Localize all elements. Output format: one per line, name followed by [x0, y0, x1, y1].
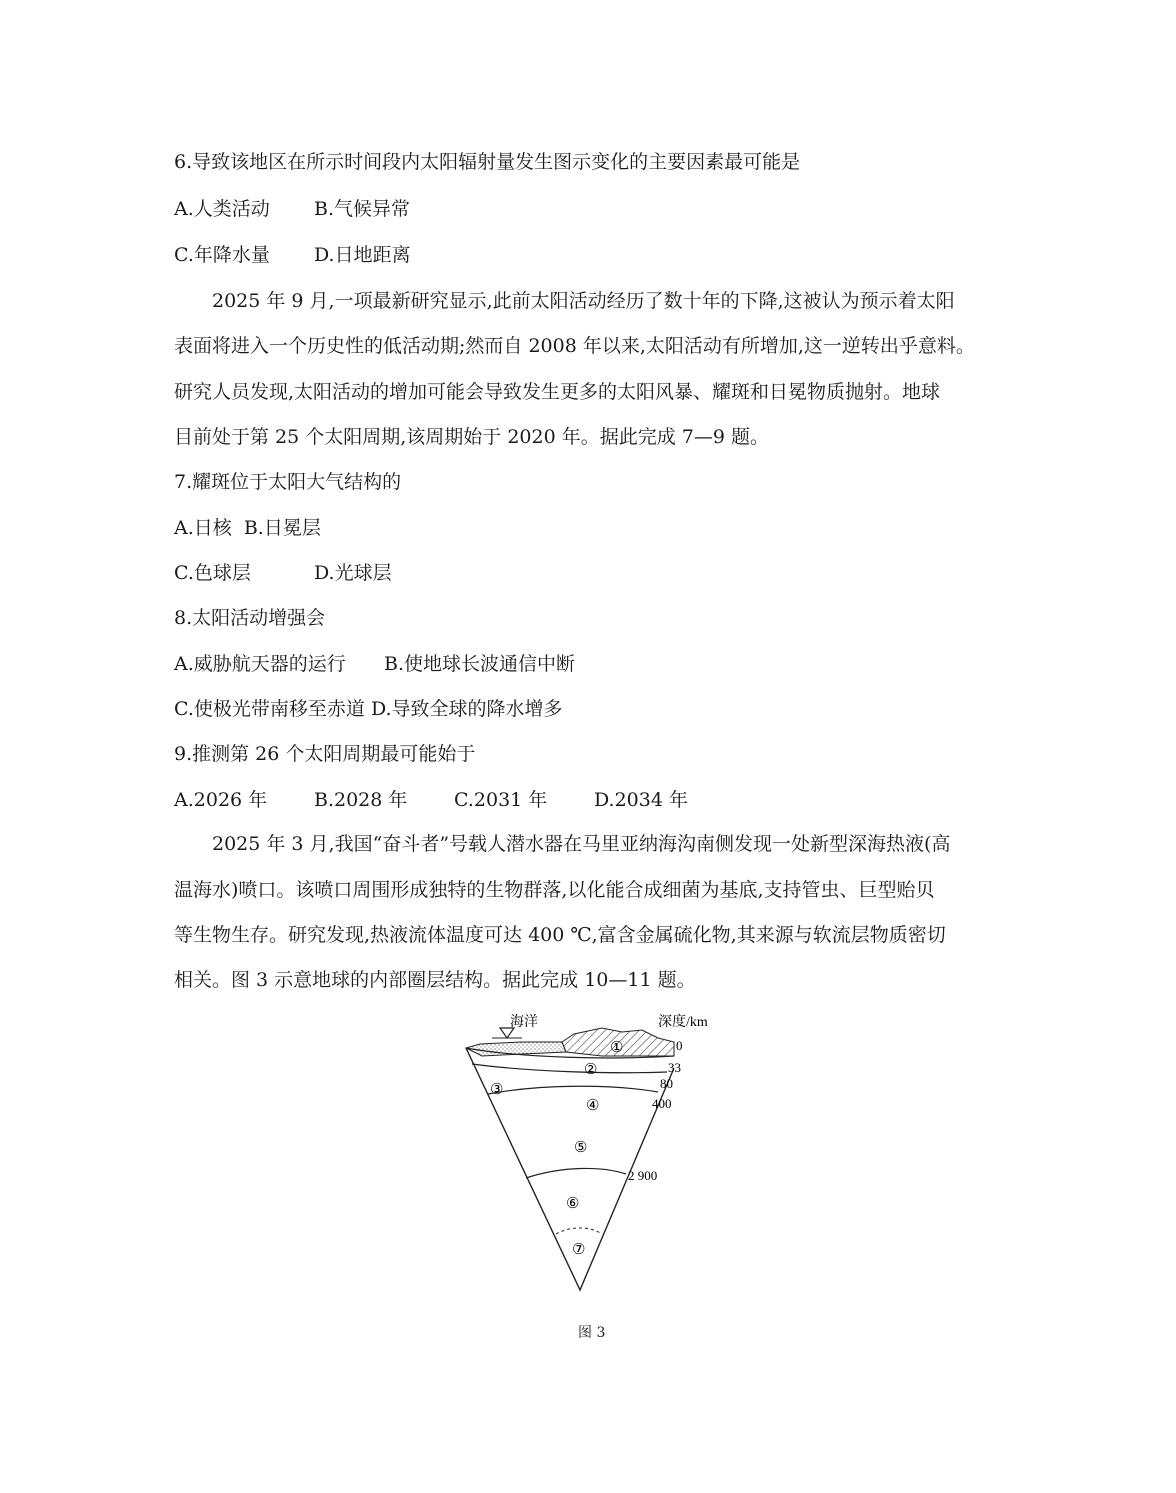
- layer-6-label: ⑥: [566, 1196, 580, 1212]
- q9-option-d: D.2034 年: [594, 789, 688, 811]
- q6-option-c: C.年降水量: [174, 244, 270, 266]
- boundary-400km: [488, 1086, 658, 1094]
- passage2-line4: 相关。图 3 示意地球的内部圈层结构。据此完成 10—11 题。: [174, 969, 696, 991]
- passage1-line1: 2025 年 9 月,一项最新研究显示,此前太阳活动经历了数十年的下降,这被认为预示着太阳: [212, 290, 955, 312]
- q7-option-c: C.色球层: [174, 562, 251, 584]
- depth-33: 33: [668, 1060, 681, 1075]
- q8-option-b: B.使地球长波通信中断: [384, 653, 576, 675]
- q6-stem: 6.导致该地区在所示时间段内太阳辐射量发生图示变化的主要因素最可能是: [174, 151, 801, 173]
- passage1-line4: 目前处于第 25 个太阳周期,该周期始于 2020 年。据此完成 7—9 题。: [174, 426, 769, 448]
- passage2-line3: 等生物生存。研究发现,热液流体温度可达 400 ℃,富含金属硫化物,其来源与软流层物质密切: [174, 924, 946, 946]
- layer-1-label: ①: [610, 1040, 624, 1056]
- passage2-line2: 温海水)喷口。该喷口周围形成独特的生物群落,以化能合成细菌为基底,支持管虫、巨型贻贝: [174, 879, 935, 901]
- depth-400: 400: [652, 1096, 672, 1111]
- depth-2900: 2 900: [628, 1168, 658, 1183]
- boundary-80km: [472, 1064, 667, 1073]
- q9-option-a: A.2026 年: [174, 789, 268, 811]
- layer-4-label: ④: [586, 1098, 600, 1114]
- passage2-line1: 2025 年 3 月,我国“奋斗者”号载人潜水器在马里亚纳海沟南侧发现一处新型深海热液(高: [212, 833, 951, 855]
- layer-2-label: ②: [584, 1062, 598, 1078]
- q7-option-d: D.光球层: [314, 562, 392, 584]
- q7-option-ab: A.日核 B.日冕层: [174, 517, 321, 539]
- earth-interior-diagram: [462, 1012, 732, 1297]
- q9-stem: 9.推测第 26 个太阳周期最可能始于: [174, 743, 476, 765]
- passage1-line3: 研究人员发现,太阳活动的增加可能会导致发生更多的太阳风暴、耀斑和日冕物质抛射。地球: [174, 381, 941, 403]
- layer-7-label: ⑦: [572, 1242, 586, 1258]
- ocean-label: 海洋: [510, 1015, 538, 1030]
- boundary-2900km: [526, 1168, 626, 1178]
- q9-option-b: B.2028 年: [314, 789, 408, 811]
- figure-caption: 图 3: [578, 1325, 606, 1341]
- depth-80: 80: [660, 1076, 673, 1091]
- q6-option-b: B.气候异常: [314, 198, 411, 220]
- q6-option-d: D.日地距离: [314, 244, 411, 266]
- q9-option-c: C.2031 年: [454, 789, 548, 811]
- q8-option-cd: C.使极光带南移至赤道 D.导致全球的降水增多: [174, 698, 563, 720]
- layer-5-label: ⑤: [574, 1140, 588, 1156]
- passage1-line2: 表面将进入一个历史性的低活动期;然而自 2008 年以来,太阳活动有所增加,这一逆转出乎意料。: [174, 335, 975, 357]
- q7-stem: 7.耀斑位于太阳大气结构的: [174, 471, 402, 493]
- layer-3-label: ③: [490, 1082, 504, 1098]
- q6-option-a: A.人类活动: [174, 198, 270, 220]
- inner-core-boundary: [556, 1228, 602, 1234]
- q8-option-a: A.威胁航天器的运行: [174, 653, 346, 675]
- depth-axis-label: 深度/km: [658, 1015, 708, 1030]
- q8-stem: 8.太阳活动增强会: [174, 607, 326, 629]
- depth-0: 0: [676, 1038, 683, 1053]
